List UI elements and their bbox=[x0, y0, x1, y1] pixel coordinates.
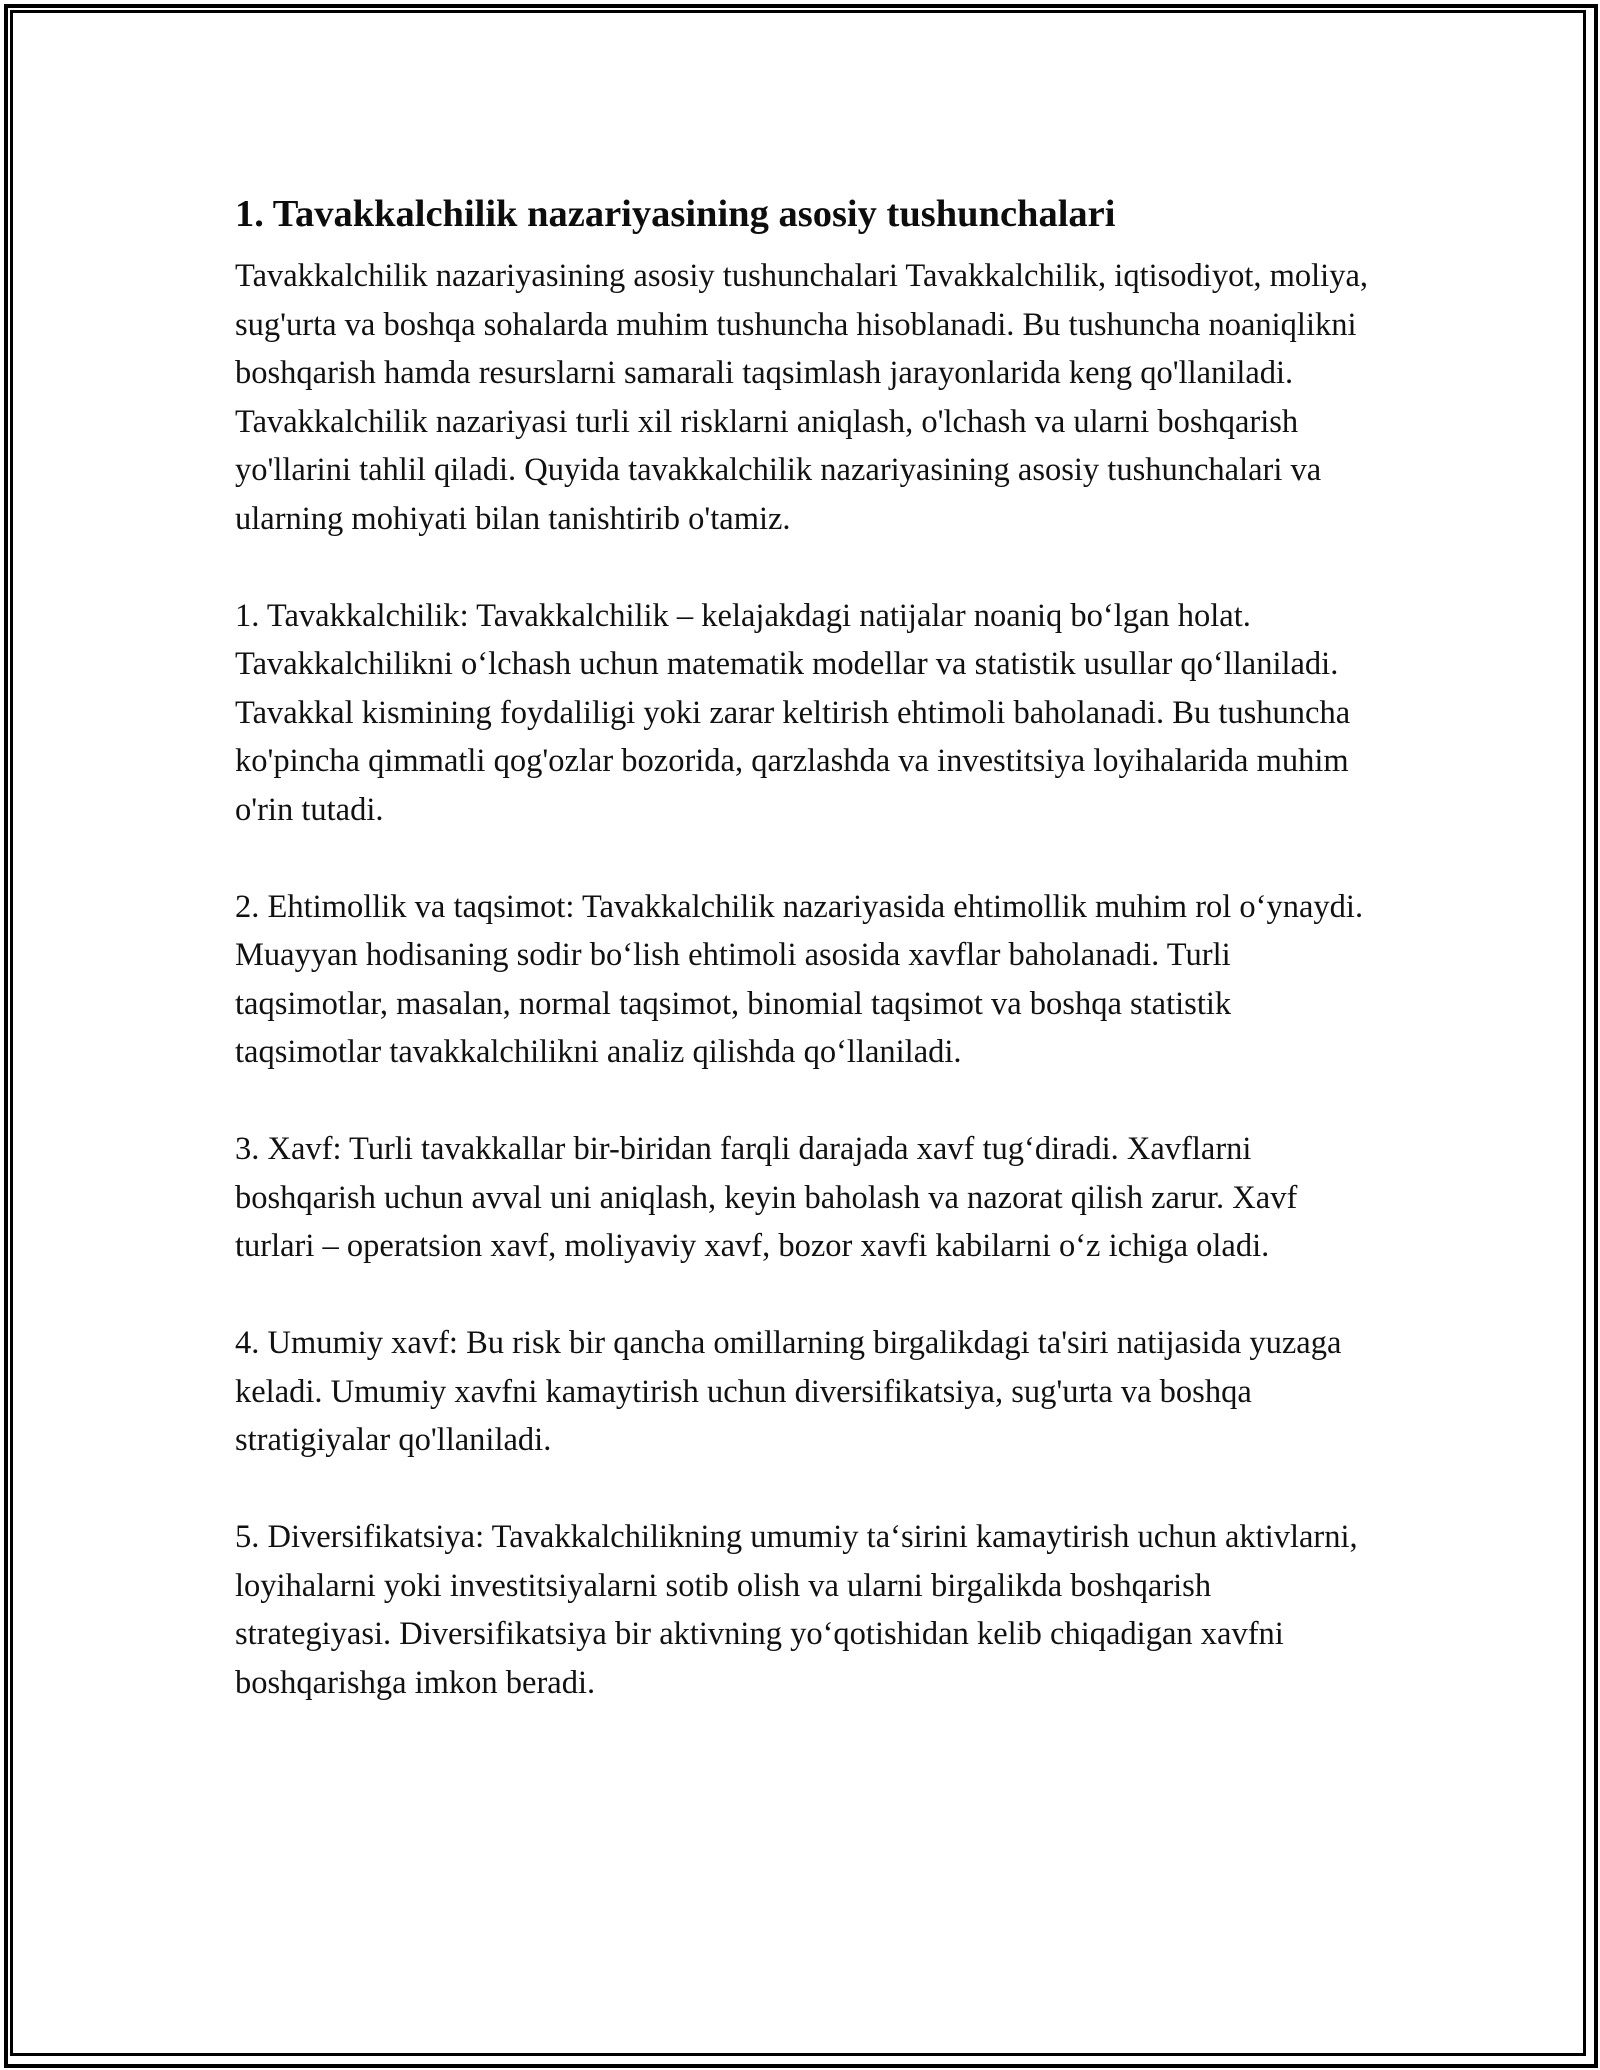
paragraph-ehtimollik: 2. Ehtimollik va taqsimot: Tavakkalchilik nazariyasida ehtimollik muhim rol oʻynaydi. Muayyan hodisaning sodir boʻlish ehtimoli asosida xavflar baholanadi. Turli taqsimotlar, masalan, normal taqsimot, binomial taqsimot va boshqa statistik taqsimotlar tavakkalchilikni analiz qilishda qoʻllaniladi. bbox=[235, 888, 1364, 1070]
paragraph-diversifikatsiya: 5. Diversifikatsiya: Tavakkalchilikning umumiy taʻsirini kamaytirish uchun aktivlarni, loyihalarni yoki investitsiyalarni sotib olish va ularni birgalikda boshqarish strategiyasi. Diversifikatsiya bir aktivning yoʻqotishidan kelib chiqadigan xavfni boshqarishga imkon beradi. bbox=[235, 1519, 1358, 1701]
intro-paragraph: Tavakkalchilik nazariyasining asosiy tushunchalari Tavakkalchilik, iqtisodiyot, moliya, sug'urta va boshqa sohalarda muhim tushuncha hisoblanadi. Bu tushuncha noaniqlikni boshqarish hamda resurslarni samarali taqsimlash jarayonlarida keng qo'llaniladi. Tavakkalchilik nazariyasi turli xil risklarni aniqlash, o'lchash va ularni boshqarish yo'llarini tahlil qiladi. Quyida tavakkalchilik nazariyasining asosiy tushunchalari va ularning mohiyati bilan tanishtirib o'tamiz. bbox=[235, 258, 1368, 537]
section-heading: 1. Tavakkalchilik nazariyasining asosiy tushunchalari bbox=[235, 193, 1116, 235]
paragraph-umumiy-xavf: 4. Umumiy xavf: Bu risk bir qancha omillarning birgalikdagi ta'siri natijasida yuzaga keladi. Umumiy xavfni kamaytirish uchun diversifikatsiya, sug'urta va boshqa stratigiyalar qo'llaniladi. bbox=[235, 1325, 1342, 1458]
document-body bbox=[235, 188, 1375, 1707]
paragraph-xavf: 3. Xavf: Turli tavakkallar bir-biridan farqli darajada xavf tugʻdiradi. Xavflarni boshqarish uchun avval uni aniqlash, keyin baholash va nazorat qilish zarur. Xavf turlari – operatsion xavf, moliyaviy xavf, bozor xavfi kabilarni oʻz ichiga oladi. bbox=[235, 1131, 1298, 1264]
paragraph-tavakkalchilik: 1. Tavakkalchilik: Tavakkalchilik – kelajakdagi natijalar noaniq boʻlgan holat. Tavakkalchilikni oʻlchash uchun matematik modellar va statistik usullar qoʻllaniladi. Tavakkal kismining foydaliligi yoki zarar keltirish ehtimoli baholanadi. Bu tushuncha ko'pincha qimmatli qog'ozlar bozorida, qarzlashda va investitsiya loyihalarida muhim o'rin tutadi. bbox=[235, 597, 1351, 828]
